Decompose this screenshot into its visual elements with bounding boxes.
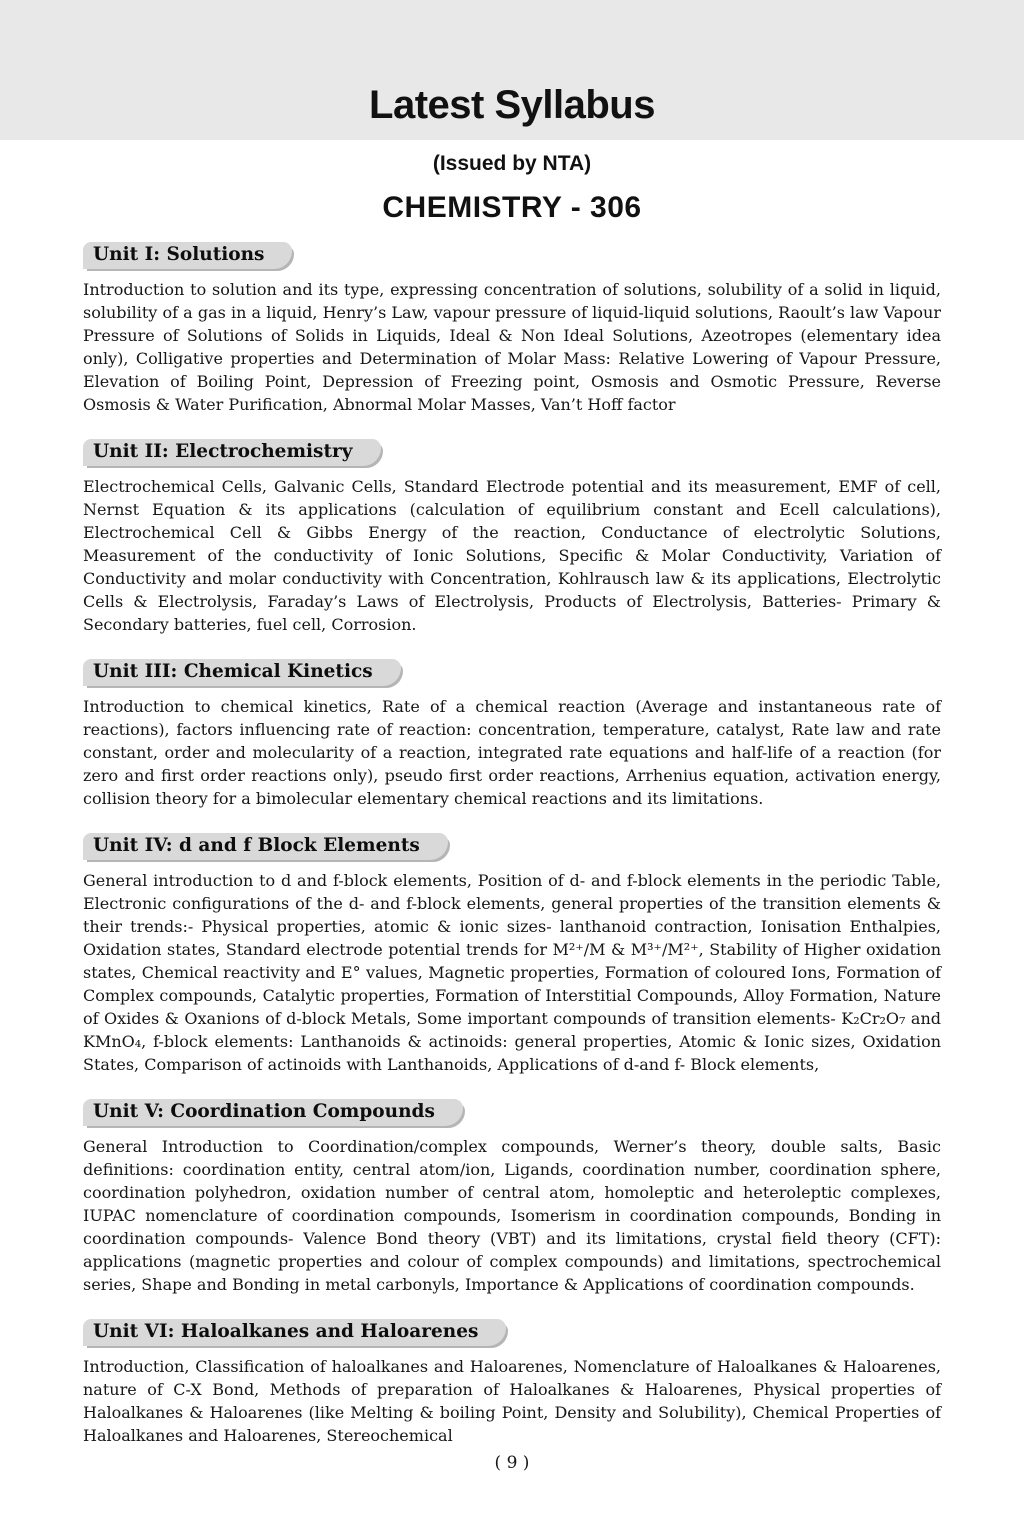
unit-5-body: General Introduction to Coordination/complex compounds, Werner’s theory, double salts, Basic definitions: coordination entity, central atom/ion, Ligands, coordination number, coordination sphere, coordination polyhedron, oxidation number of central atom, homoleptic and heteroleptic complexes, IUPAC nomenclature of coordination compounds, Isomerism in coordination compounds, Bonding in coordination compounds- Valence Bond theory (VBT) and its limitations, crystal field theory (CFT): applications (magnetic properties and colour of complex compounds) and limitations, spectrochemical series, Shape and Bonding in metal carbonyls, Importance & Applications of coordination compounds.	[83, 1137, 941, 1294]
subject-title: CHEMISTRY - 306	[382, 191, 642, 224]
unit-2-body: Electrochemical Cells, Galvanic Cells, Standard Electrode potential and its measurement, EMF of cell, Nernst Equation & its applications (calculation of equilibrium constant and Ecell calculations), Electrochemical Cell & Gibbs Energy of the reaction, Conductance of electrolytic Solutions, Measurement of the conductivity of Ionic Solutions, Specific & Molar Conductivity, Variation of Conductivity and molar conductivity with Concentration, Kohlrausch law & its applications, Electrolytic Cells & Electrolysis, Faraday’s Laws of Electrolysis, Products of Electrolysis, Batteries- Primary & Secondary batteries, fuel cell, Corrosion.	[83, 477, 941, 634]
unit-1-body: Introduction to solution and its type, expressing concentration of solutions, solubility of a solid in liquid, solubility of a gas in a liquid, Henry’s Law, vapour pressure of liquid-liquid solutions, Raoult’s law Vapour Pressure of Solutions of Solids in Liquids, Ideal & Non Ideal Solutions, Azeotropes (elementary idea only), Colligative properties and Determination of Molar Mass: Relative Lowering of Vapour Pressure, Elevation of Boiling Point, Depression of Freezing point, Osmosis and Osmotic Pressure, Reverse Osmosis & Water Purification, Abnormal Molar Masses, Van’t Hoff factor	[83, 280, 941, 414]
unit-4-body: General introduction to d and f-block elements, Position of d- and f-block elements in the periodic Table, Electronic configurations of the d- and f-block elements, general properties of the transition elements & their trends:- Physical properties, atomic & ionic sizes- lanthanoid contraction, Ionisation Enthalpies, Oxidation states, Standard electrode potential trends for M²⁺/M & M³⁺/M²⁺, Stability of Higher oxidation states, Chemical reactivity and E° values, Magnetic properties, Formation of coloured Ions, Formation of Complex compounds, Catalytic properties, Formation of Interstitial Compounds, Alloy Formation, Nature of Oxides & Oxanions of d-block Metals, Some important compounds of transition elements- K₂Cr₂O₇ and KMnO₄, f-block elements: Lanthanoids & actinoids: general properties, Atomic & Ionic sizes, Oxidation States, Comparison of actinoids with Lanthanoids, Applications of d-and f- Block elements,	[83, 871, 941, 1074]
issued-by-subtitle: (Issued by NTA)	[432, 152, 592, 175]
unit-1-heading: Unit I: Solutions	[83, 242, 292, 269]
page-header-banner	[0, 0, 1024, 140]
unit-6-heading: Unit VI: Haloalkanes and Haloarenes	[83, 1319, 506, 1346]
syllabus-content	[0, 225, 1024, 1453]
unit-section-6	[83, 1302, 941, 1447]
unit-3-body: Introduction to chemical kinetics, Rate of a chemical reaction (Average and instantaneous rate of reactions), factors influencing rate of reaction: concentration, temperature, catalyst, Rate law and rate constant, order and molecularity of a reaction, integrated rate equations and half-life of a reaction (for zero and first order reactions only), pseudo first order reactions, Arrhenius equation, activation energy, collision theory for a bimolecular elementary chemical reactions and its limitations.	[83, 697, 941, 808]
unit-section-3	[83, 642, 941, 810]
unit-3-heading: Unit III: Chemical Kinetics	[83, 659, 401, 686]
unit-2-heading: Unit II: Electrochemistry	[83, 439, 381, 466]
unit-section-1	[83, 225, 941, 416]
unit-6-body: Introduction, Classification of haloalkanes and Haloarenes, Nomenclature of Haloalkanes & Haloarenes, nature of C-X Bond, Methods of preparation of Haloalkanes & Haloarenes, Physical properties of Haloalkanes & Haloarenes (like Melting & boiling Point, Density and Solubility), Chemical Properties of Haloalkanes and Haloarenes, Stereochemical	[83, 1357, 941, 1445]
page-number: ( 9 )	[494, 1453, 530, 1473]
unit-section-5	[83, 1082, 941, 1296]
unit-4-heading: Unit IV: d and f Block Elements	[83, 833, 448, 860]
unit-5-heading: Unit V: Coordination Compounds	[83, 1099, 463, 1126]
unit-section-4	[83, 816, 941, 1076]
page-title: Latest Syllabus	[369, 83, 655, 127]
unit-section-2	[83, 422, 941, 636]
